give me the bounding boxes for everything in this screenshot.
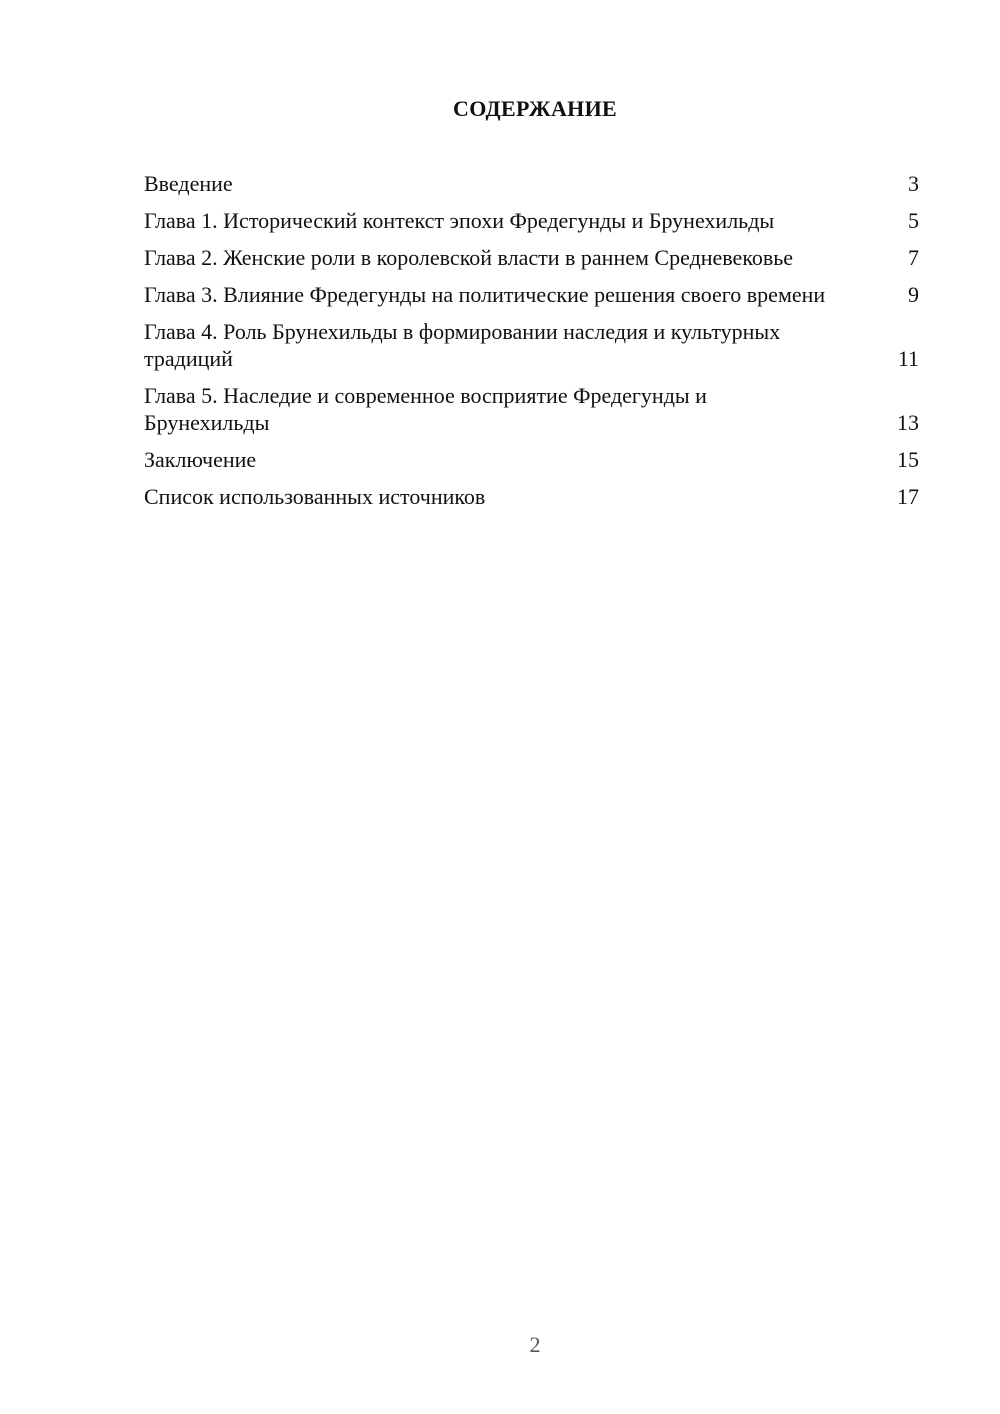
toc-entry-chapter-3	[144, 281, 919, 308]
toc-entry-text: Введение	[144, 171, 233, 196]
toc-entry-text: Глава 4. Роль Брунехильды в формировании наследия и культурных традиций	[144, 319, 781, 371]
toc-entry-page: 13	[897, 410, 919, 435]
toc-entry-chapter-1	[144, 207, 919, 234]
toc-entry-page: 17	[897, 484, 919, 509]
toc-entry-text: Глава 5. Наследие и современное восприятие Фредегунды и Брунехильды	[144, 383, 707, 435]
toc-entry-page: 5	[908, 208, 919, 233]
toc-entry-text: Глава 1. Исторический контекст эпохи Фредегунды и Брунехильды	[144, 208, 775, 233]
toc-entry-text: Заключение	[144, 447, 257, 472]
toc-entry-page: 15	[897, 447, 919, 472]
toc-entry-text: Глава 3. Влияние Фредегунды на политические решения своего времени	[144, 282, 826, 307]
table-of-contents	[144, 170, 919, 520]
page-title: СОДЕРЖАНИЕ	[453, 96, 617, 121]
toc-entry-chapter-5	[144, 382, 919, 436]
toc-entry-conclusion	[144, 446, 919, 473]
toc-entry-page: 11	[897, 346, 919, 371]
toc-entry-introduction	[144, 170, 919, 197]
toc-entry-page: 3	[908, 171, 919, 196]
toc-entry-text: Список использованных источников	[144, 484, 486, 509]
toc-entry-chapter-4	[144, 318, 919, 372]
toc-entry-text: Глава 2. Женские роли в королевской власти в раннем Средневековье	[144, 245, 794, 270]
toc-entry-chapter-2	[144, 244, 919, 271]
toc-entry-references	[144, 483, 919, 510]
page-number: 2	[529, 1332, 541, 1357]
toc-entry-page: 7	[908, 245, 919, 270]
toc-entry-page: 9	[908, 282, 919, 307]
